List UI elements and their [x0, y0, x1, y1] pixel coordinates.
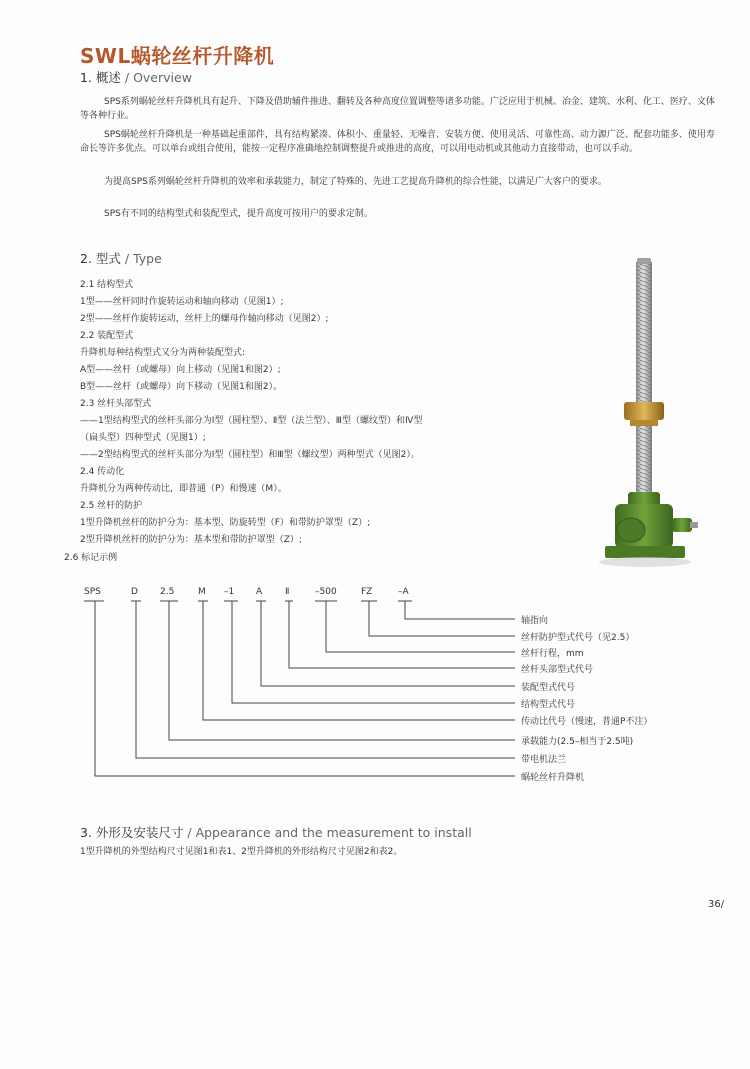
desc-load: 承载能力(2.5–相当于2.5吨) — [521, 737, 634, 747]
section-1-heading-cn: 1. 概述 — [80, 70, 121, 85]
type-line-12: 2.4 传动化 — [80, 467, 125, 477]
section-2-heading-en: / Type — [124, 251, 162, 266]
document-title: SWL蜗轮丝杆升降机 — [80, 44, 275, 68]
desc-structure: 结构型式代号 — [521, 700, 576, 710]
desc-jack: 蜗轮丝杆升降机 — [521, 773, 585, 783]
leader-axis — [405, 601, 515, 619]
type-line-11: ——2型结构型式的丝杆头部分为Ⅰ型（圆柱型）和Ⅲ型（螺纹型）两种型式（见图2）。 — [80, 450, 420, 460]
type-line-5: 升降机每种结构型式又分为两种装配型式: — [80, 348, 246, 358]
desc-motor: 带电机法兰 — [521, 755, 567, 765]
type-line-14: 2.5 丝杆的防护 — [80, 501, 143, 511]
type-line-16: 2型升降机丝杆的防护分为：基本型和带防护罩型（Z）; — [80, 535, 302, 545]
type-line-4: 2.2 装配型式 — [80, 331, 134, 341]
type-line-10: （扁头型）四种型式（见图1）; — [80, 433, 206, 443]
section-3-text: 1型升降机的外型结构尺寸见图1和表1、2型升降机的外形结构尺寸见图2和表2。 — [80, 847, 403, 857]
leader-stroke — [326, 601, 515, 652]
desc-stroke: 丝杆行程，mm — [521, 649, 584, 659]
type-line-13: 升降机分为两种传动比，即普通（P）和慢速（M）。 — [80, 484, 287, 494]
type-line-8: 2.3 丝杆头部型式 — [80, 399, 152, 409]
leader-sps — [95, 601, 515, 776]
type-line-3: 2型——丝杆作旋转运动，丝杆上的螺母作轴向移动（见图2）; — [80, 314, 329, 324]
section-1-heading-en: / Overview — [124, 70, 192, 85]
type-line-7: B型——丝杆（或螺母）向下移动（见图1和图2）。 — [80, 382, 283, 392]
code-assembly: A — [256, 587, 263, 597]
section-3-heading-en: / Appearance and the measurement to install — [187, 825, 472, 840]
type-line-1: 2.1 结构型式 — [80, 280, 134, 290]
code-head: Ⅱ — [285, 587, 290, 597]
desc-assembly: 装配型式代号 — [521, 683, 576, 693]
type-line-2: 1型——丝杆同时作旋转运动和轴向移动（见图1）; — [80, 297, 284, 307]
code-load: 2.5 — [160, 587, 175, 597]
marking-example-label: 2.6 标记示例 — [64, 553, 118, 563]
section-3-heading — [80, 823, 472, 841]
section-3-heading-cn: 3. 外形及安装尺寸 — [80, 825, 184, 840]
leader-assembly — [261, 601, 515, 686]
overview-paragraph-1: SPS系列蜗轮丝杆升降机具有起升、下降及借助辅件推进、翻转及各种高度位置调整等诸多功能。广泛应用于机械、冶金、建筑、水利、化工、医疗、文体等各种行业。 — [80, 97, 715, 121]
code-stroke: –500 — [315, 587, 337, 597]
overview-paragraph-3: 为提高SPS系列蜗轮丝杆升降机的效率和承载能力，制定了特殊的、先进工艺提高升降机的综合性能，以满足广大客户的要求。 — [104, 177, 607, 187]
desc-axis: 轴指向 — [521, 616, 549, 626]
code-protection: FZ — [361, 587, 373, 597]
overview-paragraph-4: SPS有不同的结构型式和装配型式，提升高度可按用户的要求定制。 — [104, 209, 373, 219]
type-line-15: 1型升降机丝杆的防护分为：基本型、防旋转型（F）和带防护罩型（Z）; — [80, 518, 371, 528]
code-ratio: M — [198, 587, 206, 597]
code-d: D — [131, 587, 138, 597]
section-2-heading-cn: 2. 型式 — [80, 251, 121, 266]
leader-load — [169, 601, 515, 740]
leader-head — [289, 601, 515, 668]
type-line-9: ——1型结构型式的丝杆头部分为Ⅰ型（圆柱型）、Ⅱ型（法兰型）、Ⅲ型（螺纹型）和Ⅳ型 — [80, 416, 423, 426]
overview-paragraph-2: SPS蜗轮丝杆升降机是一种基础起重部件，具有结构紧凑、体积小、重量轻、无噪音、安装方便、使用灵活、可靠性高、动力源广泛、配套功能多、使用寿命长等许多优点。可以单台或组合使用，能按一定程序准确地控制调整提升或推进的高度，可以用电动机或其他动力直接带动，也可以手动。 — [80, 130, 715, 154]
desc-ratio: 传动比代号（慢速，普通P不注） — [521, 717, 653, 727]
desc-head: 丝杆头部型式代号 — [521, 665, 594, 675]
page-number: 36/ — [708, 899, 725, 910]
code-sps: SPS — [84, 587, 101, 597]
type-line-6: A型——丝杆（或螺母）向上移动（见图1和图2）; — [80, 365, 281, 375]
code-structure: –1 — [224, 587, 235, 597]
desc-protection: 丝杆防护型式代号（见2.5） — [521, 633, 635, 643]
code-axis: –A — [398, 587, 409, 597]
